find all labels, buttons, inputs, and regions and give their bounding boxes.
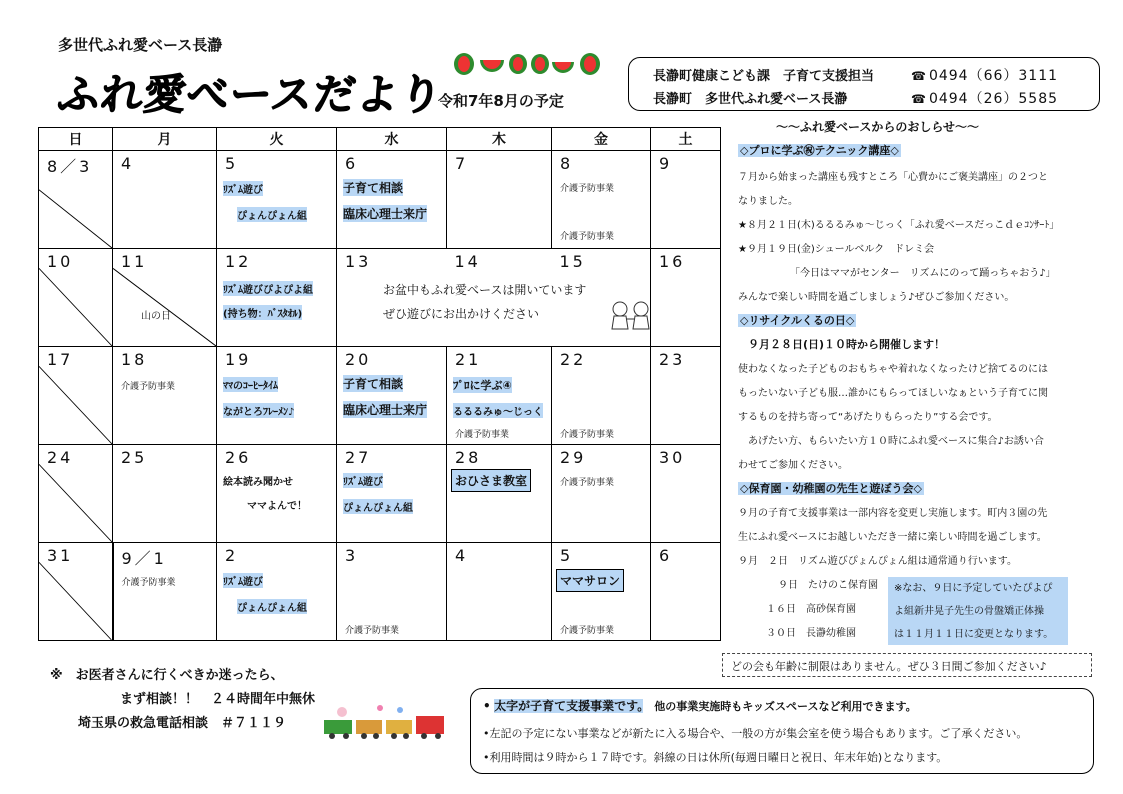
calendar-day-closed: [39, 151, 113, 249]
calendar-week: [39, 249, 721, 347]
calendar-day: [337, 445, 447, 543]
event: 絵本読み聞かせ: [223, 477, 293, 488]
calendar: [38, 127, 721, 641]
holiday-label: 山の日: [141, 311, 171, 322]
notice-line: 生にふれ愛べースにお越しいただき一緒に楽しい時間を過ごします。: [738, 532, 1047, 543]
weekday-header: 木: [447, 128, 552, 151]
day-number: 31: [47, 546, 74, 565]
event: 介護予防事業: [121, 382, 176, 392]
event: 介護予防事業: [560, 232, 615, 242]
day-number: 14: [454, 252, 481, 271]
event: ママよんで！: [247, 501, 307, 512]
calendar-day: [337, 347, 447, 445]
calendar-day-closed: [39, 543, 113, 641]
calendar-day: [552, 445, 651, 543]
event: ぴょんぴょん組: [237, 599, 307, 614]
phone-icon: ☎: [911, 69, 927, 83]
day-number: 28: [455, 448, 482, 467]
day-number: 6: [345, 154, 359, 173]
day-number: 9: [659, 154, 673, 173]
event: ぴょんぴょん組: [343, 499, 413, 514]
section-title: ◇プロに学ぶ㊗テクニック講座◇: [740, 144, 899, 157]
calendar-day: [337, 543, 447, 641]
day-number: 4: [121, 154, 135, 173]
notice-line: ★８月２１日(木)るるるみゅ～じっく「ふれ愛べースだっこｄｅｺﾝｻｰﾄ」: [738, 220, 1060, 231]
event: ながとろﾌﾚｰﾒﾝ♪: [223, 403, 294, 418]
event: おひさま教室: [451, 469, 531, 492]
event: ﾘｽﾞﾑ遊び: [343, 473, 383, 488]
calendar-day: [217, 151, 337, 249]
children-illustration: [608, 299, 654, 331]
section-title: ◇リサイクルくるの日◇: [740, 314, 855, 327]
day-number: 22: [560, 350, 587, 369]
event: 臨床心理士来庁: [343, 207, 428, 221]
notice-line: ★９月１９日(金)シュールベルク ドレミ会: [738, 244, 935, 255]
emergency-line: 埼玉県の救急電話相談 ＃７１１９: [78, 716, 287, 731]
day-number: 8／3: [47, 157, 93, 176]
day-number: 18: [121, 350, 148, 369]
notice-line: 使わなくなった子どものおもちゃや着れなくなったけど捨てるのには: [738, 364, 1048, 375]
note-line: よ組新井晃子先生の骨盤矯正体操: [894, 606, 1044, 617]
note-line: ※なお、９日に予定していたぴよぴ: [894, 583, 1053, 594]
event: 介護予防事業: [560, 478, 615, 488]
watermelon-icon: [580, 53, 600, 75]
notice-line: 「今日はママがセンター リズムにのって踊っちゃおう♪」: [790, 268, 1056, 279]
day-number: 27: [345, 448, 372, 467]
notice-line: １６日 高砂保育園: [766, 604, 856, 615]
day-number: 5: [560, 546, 574, 565]
day-number: 5: [225, 154, 239, 173]
weekday-header: 土: [651, 128, 721, 151]
day-number: 15: [559, 252, 586, 271]
day-number: 2: [225, 546, 239, 565]
notice-line: なりました。: [738, 196, 798, 207]
notice-line: するものを持ち寄って“あげたりもらったり”する会です。: [738, 412, 998, 423]
calendar-week: [39, 445, 721, 543]
event: るるるみゅ～じっく: [453, 403, 543, 418]
notice-line: あげたい方、もらいたい方１０時にふれ愛べースに集合♪お誘い合: [738, 436, 1044, 447]
day-number: 6: [659, 546, 673, 565]
day-number: 25: [121, 448, 148, 467]
day-number: 12: [225, 252, 252, 271]
info-line: 太字が子育て支援事業です。: [494, 699, 644, 713]
toy-train-illustration: [320, 702, 450, 740]
day-number: 20: [345, 350, 372, 369]
day-number: 29: [560, 448, 587, 467]
calendar-day: [113, 151, 217, 249]
all-ages-notice: どの会も年齢に制限はありません。ぜひ３日間ご参加ください♪: [722, 653, 1092, 677]
weekday-header: 日: [39, 128, 113, 151]
day-number: 24: [47, 448, 74, 467]
event: ﾘｽﾞﾑ遊び: [223, 573, 263, 588]
obon-notice: ぜひ遊びにお出かけください: [383, 307, 540, 321]
phone-icon: ☎: [911, 92, 927, 106]
event: 子育て相談: [343, 377, 404, 391]
day-number: 21: [455, 350, 482, 369]
event: ﾘｽﾞﾑ遊びぴよぴよ組: [223, 281, 313, 296]
obon-notice: お盆中もふれ愛べースは開いています: [383, 283, 587, 297]
calendar-day: [651, 543, 721, 641]
calendar-day: [651, 347, 721, 445]
emergency-line: まず相談！！ ２４時間年中無休: [120, 692, 316, 707]
event: 介護予防事業: [560, 184, 615, 194]
day-number: 16: [659, 252, 686, 271]
weekday-header: 月: [113, 128, 217, 151]
calendar-week: [39, 543, 721, 641]
event: 臨床心理士来庁: [343, 403, 428, 417]
event: 介護予防事業: [560, 626, 615, 636]
day-number: 10: [47, 252, 74, 271]
weekday-header: 金: [552, 128, 651, 151]
watermelon-icon: [531, 54, 549, 74]
watermelon-icon: [509, 54, 527, 74]
day-number: 11: [121, 252, 148, 271]
org-name: 多世代ふれ愛ベース長瀞: [58, 36, 223, 54]
day-number: 4: [455, 546, 469, 565]
day-number: 3: [345, 546, 359, 565]
day-number: 8: [560, 154, 574, 173]
calendar-day: [113, 445, 217, 543]
notice-line: もったいない子ども服…誰かにもらってほしいなぁという子育てに関: [738, 388, 1048, 399]
day-number: 30: [659, 448, 686, 467]
calendar-day: [552, 347, 651, 445]
contact-name: 長瀞町健康こども課 子育て支援担当: [653, 69, 875, 84]
contact-phone: 0494（26）5585: [928, 91, 1059, 107]
day-number: 17: [47, 350, 74, 369]
event: ぴょんぴょん組: [237, 207, 307, 222]
contact-phone: 0494（66）3111: [928, 68, 1059, 84]
calendar-day: [113, 347, 217, 445]
calendar-day: [447, 151, 552, 249]
weekday-header: 水: [337, 128, 447, 151]
calendar-day-closed: [113, 249, 217, 347]
calendar-day: [217, 543, 337, 641]
event: ﾏﾏのｺｰﾋｰﾀｲﾑ: [223, 377, 278, 392]
calendar-day: [651, 151, 721, 249]
calendar-week: [39, 151, 721, 249]
watermelon-icon: [552, 62, 574, 73]
change-note: [888, 577, 1068, 645]
event: 介護予防事業: [121, 578, 176, 588]
day-number: 13: [345, 252, 372, 271]
watermelon-decoration: [452, 50, 602, 78]
notice-line: わせてご参加ください。: [738, 460, 848, 471]
notices-heading: ～～ふれ愛ベースからのおしらせ～～: [776, 120, 980, 134]
calendar-day: [447, 543, 552, 641]
day-number: 23: [659, 350, 686, 369]
calendar-day-closed: [39, 249, 113, 347]
notice-line: ９月 ２日 リズム遊びぴょんぴょん組は通常通り行います。: [738, 556, 1017, 567]
day-number: 7: [455, 154, 469, 173]
notice-line: ３０日 長瀞幼稚園: [766, 628, 856, 639]
calendar-day-closed: [39, 445, 113, 543]
usage-info: • 太字が子育て支援事業です。 他の事業実施時もキッズスペースなど利用できます。 •左記の予定にない事業などが新たに入る場合や、一般の方が集会室を使う場合もあります。ご了承ください。 •利用時間は９時から１７時です。斜線の日は休所(毎週日曜日と祝日、年末年始)となります。: [470, 688, 1094, 774]
notice-line: ７月から始まった講座も残すところ「心費かにご褒美講座」の２つと: [738, 172, 1048, 183]
day-number: 9／1: [121, 549, 167, 568]
event: (持ち物：ﾊﾞｽﾀｵﾙ): [223, 305, 302, 320]
day-number: 26: [225, 448, 252, 467]
calendar-day: [113, 543, 217, 641]
info-line: 他の事業実施時もキッズスペースなど利用できます。: [654, 700, 917, 713]
event: 子育て相談: [343, 181, 404, 195]
event: ﾘｽﾞﾑ遊び: [223, 181, 263, 196]
calendar-day: [217, 249, 337, 347]
calendar-day: [552, 151, 651, 249]
calendar-day: [447, 445, 552, 543]
event: 介護予防事業: [345, 626, 400, 636]
watermelon-icon: [454, 53, 474, 75]
note-line: は１１月１１日に変更となります。: [894, 629, 1054, 640]
calendar-day-closed: [39, 347, 113, 445]
day-number: 19: [225, 350, 252, 369]
calendar-day: [217, 445, 337, 543]
event: 介護予防事業: [455, 430, 510, 440]
event: 介護予防事業: [560, 430, 615, 440]
emergency-line: ※ お医者さんに行くべきか迷ったら、: [50, 668, 284, 683]
calendar-day: [217, 347, 337, 445]
calendar-day: [337, 151, 447, 249]
notice-line: みんなで楽しい時間を過ごしましょう♪ぜひご参加ください。: [738, 292, 1015, 303]
contact-name: 長瀞町 多世代ふれ愛ベース長瀞: [653, 92, 848, 107]
event: ﾌﾟﾛに学ぶ④: [453, 379, 512, 392]
calendar-day: [447, 347, 552, 445]
event: ママサロン: [556, 569, 624, 592]
watermelon-icon: [480, 60, 504, 72]
notice-line: ９月２８日(日)１０時から開催します！: [748, 338, 946, 351]
notice-line: ９月の子育て支援事業は一部内容を変更し実施します。町内３園の先: [738, 508, 1048, 519]
notice-line: ９日 たけのこ保育園: [778, 580, 878, 591]
weekday-header: 火: [217, 128, 337, 151]
calendar-day: [651, 445, 721, 543]
newsletter-title: ふれ愛べースだより: [55, 70, 446, 119]
info-line: •利用時間は９時から１７時です。斜線の日は休所(毎週日曜日と祝日、年末年始)となります。: [483, 751, 948, 764]
calendar-day: [651, 249, 721, 347]
calendar-day: [552, 543, 651, 641]
contact-box: [628, 57, 1100, 111]
calendar-week: [39, 347, 721, 445]
section-title: ◇保育園・幼稚園の先生と遊ぼう会◇: [740, 482, 922, 495]
month-subtitle: 令和7年8月の予定: [438, 92, 564, 110]
info-line: •左記の予定にない事業などが新たに入る場合や、一般の方が集会室を使う場合もあります。ご了承ください。: [483, 727, 1028, 740]
